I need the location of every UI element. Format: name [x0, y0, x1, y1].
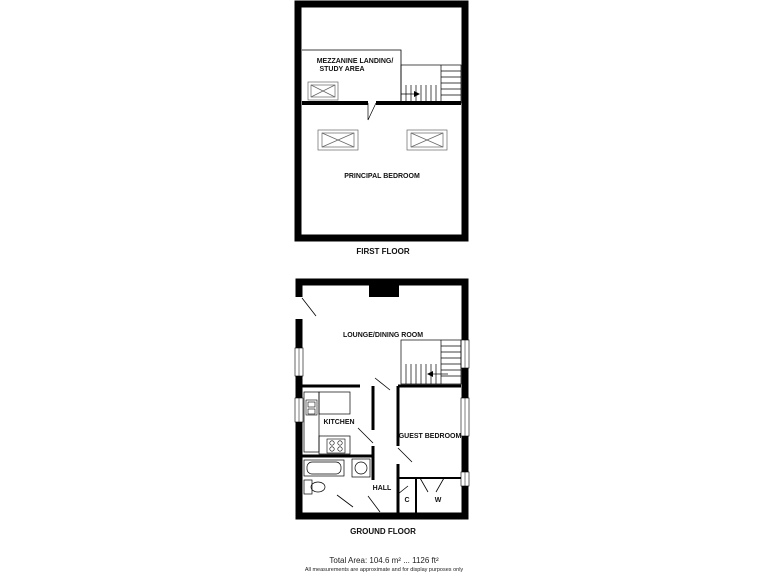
- ground-floor-outer-wall: [299, 282, 465, 516]
- first-floor-staircase: [401, 65, 461, 103]
- stair-direction-arrow: [414, 91, 420, 97]
- lounge-door-gap: [295, 297, 303, 319]
- kitchen-window: [295, 398, 303, 422]
- lounge-door: [302, 298, 316, 316]
- mezzanine-label-line2: STUDY AREA: [319, 66, 365, 73]
- hall-label: HALL: [372, 485, 392, 492]
- guest-bedroom-door: [398, 448, 412, 462]
- wardrobe-window: [461, 472, 469, 486]
- bath-icon: [304, 460, 344, 476]
- kitchen-door: [358, 428, 373, 443]
- wardrobe-label: W: [434, 497, 442, 504]
- guest-bedroom-window: [461, 398, 469, 436]
- ground-floor-plan: [295, 282, 469, 536]
- ground-floor-staircase: [401, 340, 461, 384]
- sink-icon: [306, 400, 317, 415]
- guest-bedroom-label: GUEST BEDROOM: [398, 433, 462, 440]
- basin-icon: [352, 459, 370, 477]
- lounge-window-left: [295, 348, 303, 376]
- front-door: [368, 496, 380, 512]
- ground-floor-label: GROUND FLOOR: [350, 527, 416, 536]
- skylight-bedroom-left: [318, 130, 358, 150]
- first-floor-label: FIRST FLOOR: [356, 247, 410, 256]
- lounge-window-right: [461, 340, 469, 368]
- cupboard-label: C: [404, 497, 410, 504]
- hob-icon: [327, 439, 345, 453]
- first-floor-plan: [298, 4, 465, 256]
- skylight-mezzanine: [308, 82, 338, 100]
- total-area-text: Total Area: 104.6 m² ... 1126 ft²: [329, 556, 439, 565]
- ground-stair-arrow: [427, 371, 433, 377]
- bathroom-door: [337, 495, 353, 507]
- mezzanine-label-line1: MEZZANINE LANDING/: [316, 58, 394, 65]
- lounge-hall-door: [375, 378, 390, 390]
- first-floor-outer-wall: [298, 4, 465, 238]
- toilet-icon: [304, 480, 325, 494]
- mezzanine-door-swing: [368, 103, 376, 120]
- principal-bedroom-label: PRINCIPAL BEDROOM: [344, 173, 420, 180]
- disclaimer-text: All measurements are approximate and for display purposes only: [304, 567, 464, 573]
- kitchen-label: KITCHEN: [323, 419, 355, 426]
- wardrobe-doors: [420, 478, 444, 492]
- chimney-breast: [369, 282, 399, 297]
- lounge-label: LOUNGE/DINING ROOM: [342, 332, 424, 339]
- skylight-bedroom-right: [407, 130, 447, 150]
